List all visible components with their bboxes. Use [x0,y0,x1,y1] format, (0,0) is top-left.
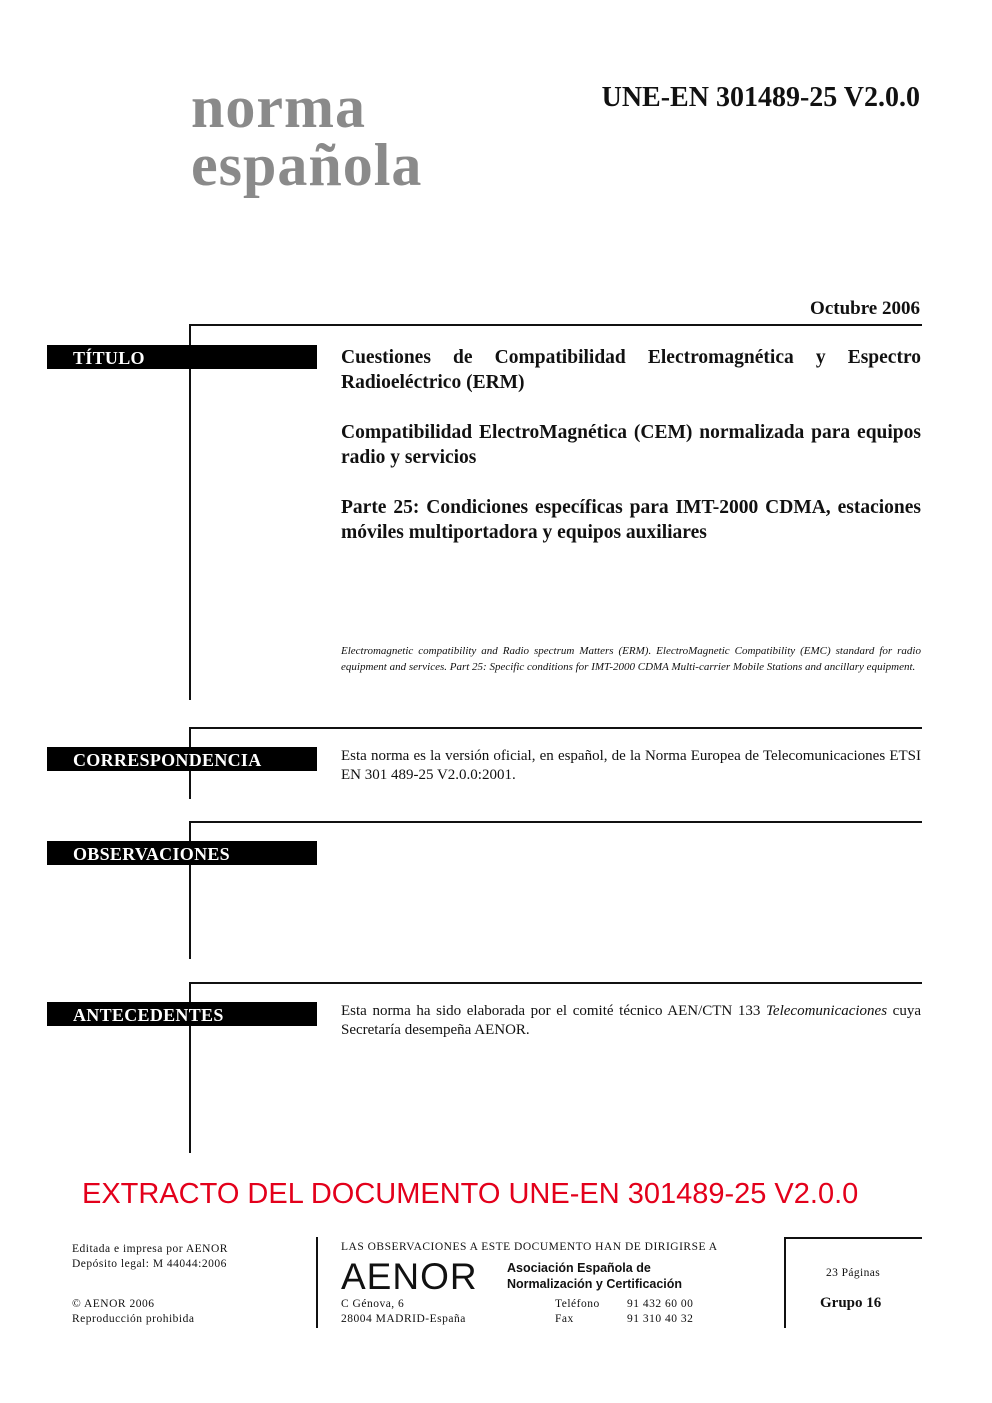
fax-label: Fax [555,1313,574,1325]
legal-deposit: Depósito legal: M 44044:2006 [72,1258,227,1270]
antecedentes-text [341,1002,921,1040]
title-spanish-part1: Cuestiones de Compatibilidad Electromagnética y Espectro Radioeléctrico (ERM) [341,347,921,393]
page-count: 23 Páginas [826,1267,881,1279]
antecedentes-label: ANTECEDENTES [47,1002,317,1026]
antecedentes-text-after: cuya Secretaría desempeña AENOR. [341,1003,921,1038]
phone-number: 91 432 60 00 [627,1298,694,1310]
aenor-full-name [507,1260,682,1292]
standard-code: UNE-EN 301489-25 V2.0.0 [601,82,920,113]
brand-line-1: norma [191,74,366,140]
aenor-logo: AENOR [341,1256,478,1297]
aenor-name-line-1: Asociación Española de [507,1261,651,1275]
pages-box-top-rule [784,1237,922,1239]
phone-label: Teléfono [555,1298,600,1310]
antecedentes-top-rule [189,982,922,984]
footer-copyright [72,1297,194,1327]
footer-publisher [72,1242,228,1272]
aenor-name-line-2: Normalización y Certificación [507,1277,683,1291]
pages-box-side-rule [784,1237,786,1328]
title-spanish-part2: Compatibilidad ElectroMagnética (CEM) normalizada para equipos radio y servicios [341,422,921,468]
title-spanish-part3: Parte 25: Condiciones específicas para IMT-2000 CDMA, estaciones móviles multiportadora y equipos auxiliares [341,497,921,543]
correspondencia-label: CORRESPONDENCIA [47,747,317,771]
antecedentes-text-before: Esta norma ha sido elaborada por el comité técnico AEN/CTN 133 [341,1003,766,1019]
titulo-side-rule [189,324,191,700]
price-group: Grupo 16 [820,1295,882,1311]
brand-title [191,74,423,198]
edited-by: Editada e impresa por AENOR [72,1243,228,1255]
titulo-top-rule [189,324,922,326]
extract-notice: EXTRACTO DEL DOCUMENTO UNE-EN 301489-25 V2.0.0 [82,1178,859,1210]
observations-address-heading: LAS OBSERVACIONES A ESTE DOCUMENTO HAN DE DIRIGIRSE A [341,1241,718,1253]
publication-date: Octubre 2006 [810,298,920,319]
committee-name: Telecomunicaciones [765,1003,888,1019]
fax-number: 91 310 40 32 [627,1313,694,1325]
footer-divider-left [316,1237,318,1328]
address-line-2: 28004 MADRID-España [341,1313,466,1325]
correspondencia-top-rule [189,727,922,729]
observaciones-top-rule [189,821,922,823]
titulo-label: TÍTULO [47,345,317,369]
correspondencia-text: Esta norma es la versión oficial, en español, de la Norma Europea de Telecomunicaciones ETSI EN 301 489-25 V2.0.0:2001. [341,748,921,783]
contact-labels [555,1297,600,1327]
reproduction-notice: Reproducción prohibida [72,1313,195,1325]
title-english: Electromagnetic compatibility and Radio spectrum Matters (ERM). ElectroMagnetic Compatibility (EMC) standard for radio equipment and services. Part 25: Specific conditions for IMT-2000 CDMA Multi-carrier Mobile Stations and ancillary equipment. [341,645,921,673]
address-line-1: C Génova, 6 [341,1298,405,1310]
copyright: © AENOR 2006 [72,1298,155,1310]
brand-line-2: española [191,132,423,198]
contact-numbers [627,1297,693,1327]
aenor-address [341,1297,466,1327]
observaciones-label: OBSERVACIONES [47,841,317,865]
